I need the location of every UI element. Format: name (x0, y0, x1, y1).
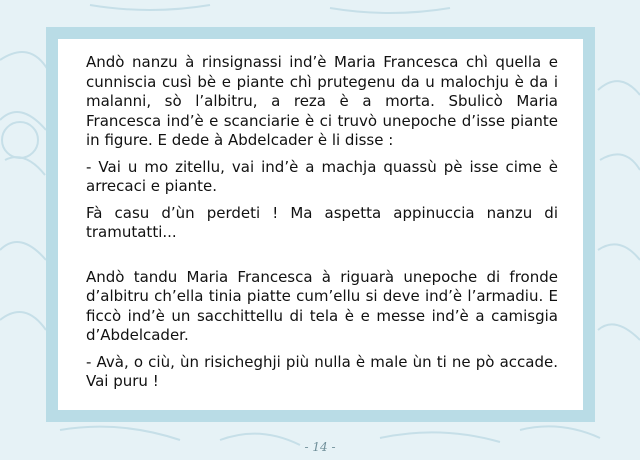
paragraph-2: - Vai u mo zitellu, vai ind’è a machja quassù pè isse cime è arrecaci e piante. (86, 157, 558, 195)
story-text (86, 53, 558, 399)
paragraph-3: Fà casu d’ùn perdeti ! Ma aspetta appinuccia nanzu di tramutatti... (86, 203, 558, 241)
paragraph-1: Andò nanzu à rinsignassi ind’è Maria Francesca chì quella e cunniscia cusì bè e piante chì prutegenu da u malochju è da i malanni, sò l’albitru, a reza è a morta. Sbulicò Maria Francesca ind’è e scanciarie è ci truvò unepoche d’isse piante in figure. E dede à Abdelcader è li disse : (86, 53, 558, 149)
paragraph-5: - Avà, o ciù, ùn risicheghji più nulla è male ùn ti ne pò accade. Vai puru ! (86, 352, 558, 390)
page-number: - 14 - (304, 440, 336, 454)
text-frame (46, 27, 595, 422)
paragraph-4: Andò tandu Maria Francesca à riguarà unepoche di fronde d’albitru ch’ella tinia piatte cum’ellu si deve ind’è l’armadiu. E ficcò ind’è un sacchittellu di tela è e messe ind’è a camisgia d’Abdelcader. (86, 267, 558, 344)
